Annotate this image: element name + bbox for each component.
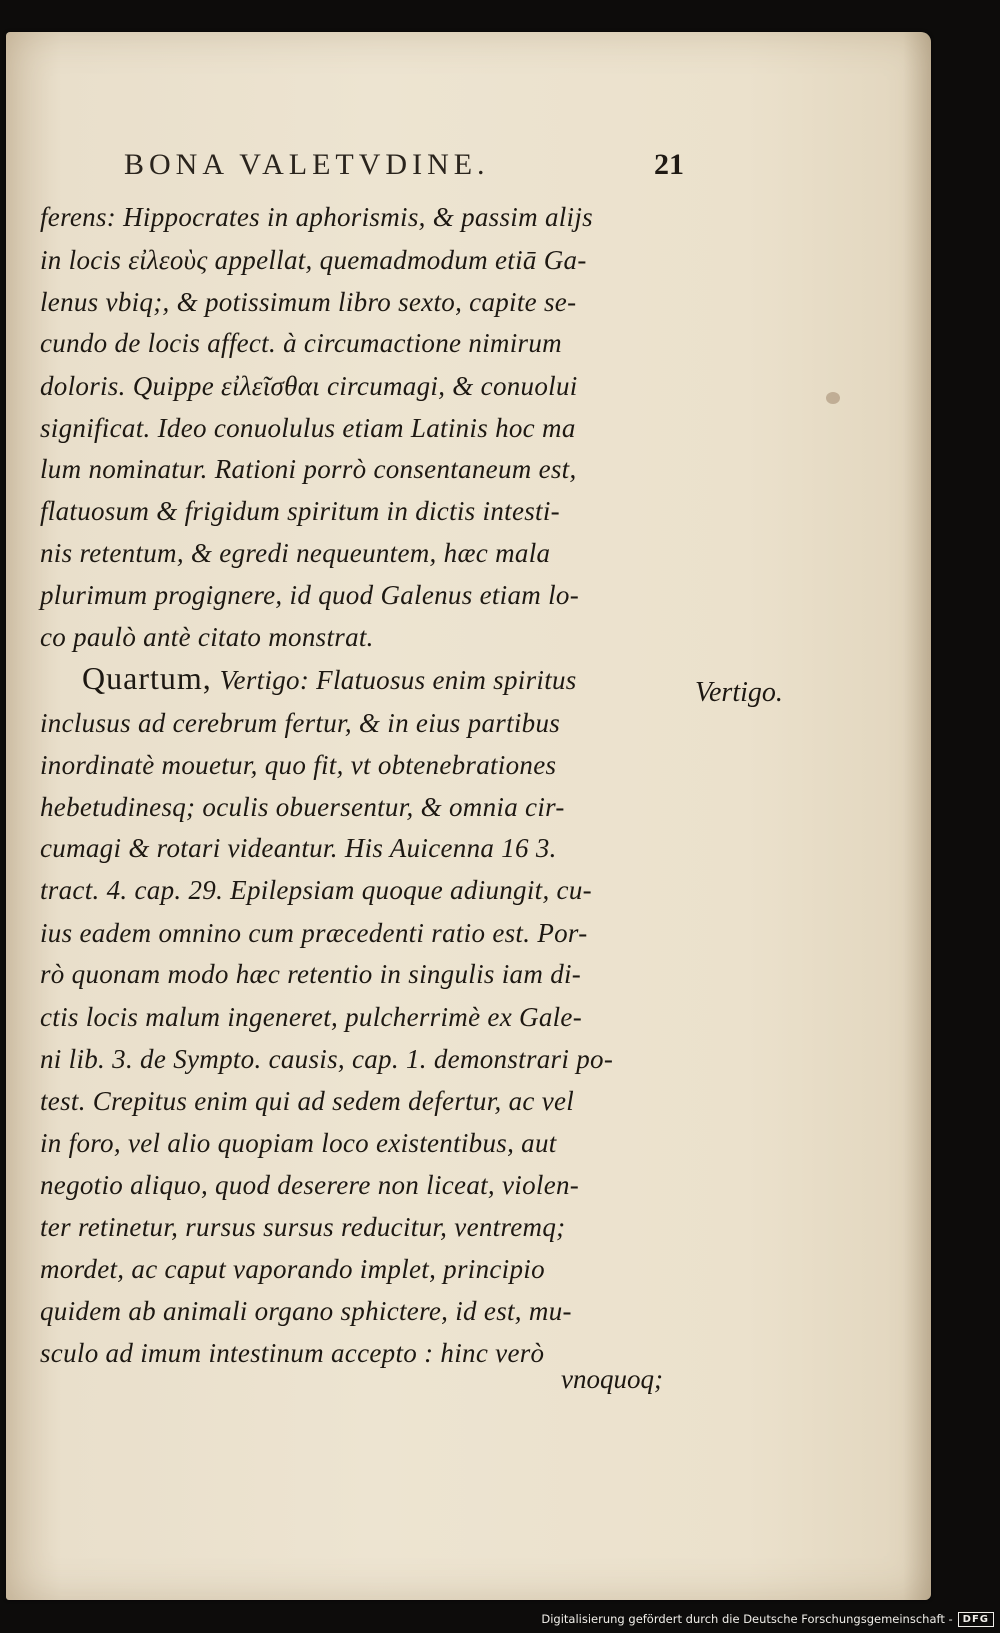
text-line: rò quonam modo hæc retentio in singulis iam di- [40,959,582,989]
text-line: in foro, vel alio quopiam loco existentibus, aut [40,1128,557,1158]
text-line-content: Vertigo: Flatuosus enim spiritus [219,665,577,695]
text-line: mordet, ac caput vaporando implet, principio [40,1254,545,1284]
paper-stain [826,392,840,404]
text-line: quidem ab animali organo sphictere, id est, mu- [40,1296,572,1326]
text-line: test. Crepitus enim qui ad sedem defertur, ac vel [40,1086,575,1116]
running-title: BONA VALETVDINE. [124,148,490,181]
marginal-note: Vertigo. [695,677,783,708]
digitization-credit [541,1609,994,1629]
text-line [82,660,577,697]
text-line: hebetudinesq; oculis obuersentur, & omnia cir- [40,792,565,822]
text-line: sculo ad imum intestinum accepto : hinc verò [40,1338,545,1368]
text-line: inclusus ad cerebrum fertur, & in eius partibus [40,708,561,738]
credit-text: Digitalisierung gefördert durch die Deutsche Forschungsgemeinschaft - [541,1612,953,1626]
book-page [6,32,931,1600]
text-line: nis retentum, & egredi nequeuntem, hæc mala [40,538,551,568]
dfg-logo: DFG [958,1612,994,1627]
text-line: cundo de locis affect. à circumactione nimirum [40,328,562,358]
running-header [124,140,684,190]
text-line: ferens: Hippocrates in aphorismis, & passim alijs [40,202,593,232]
paragraph-lead: Quartum, [82,660,212,696]
text-line: co paulò antè citato monstrat. [40,622,374,652]
text-line: lenus vbiq;, & potissimum libro sexto, capite se- [40,287,577,317]
text-line: inordinatè mouetur, quo fit, vt obtenebrationes [40,750,557,780]
text-line: significat. Ideo conuolulus etiam Latinis hoc ma [40,413,576,443]
text-line: doloris. Quippe εἰλεῖσθαι circumagi, & conuolui [40,371,578,401]
text-line: negotio aliquo, quod deserere non liceat, violen- [40,1170,580,1200]
text-line: tract. 4. cap. 29. Epilepsiam quoque adiungit, cu- [40,875,592,905]
text-line: ter retinetur, rursus sursus reducitur, ventremq; [40,1212,566,1242]
text-line: ctis locis malum ingeneret, pulcherrimè ex Gale- [40,1002,583,1032]
catchword: vnoquoq; [561,1364,663,1394]
text-line: lum nominatur. Rationi porrò consentaneum est, [40,454,577,484]
text-line: ni lib. 3. de Sympto. causis, cap. 1. demonstrari po- [40,1044,614,1074]
page-number: 21 [654,148,684,181]
text-line: plurimum progignere, id quod Galenus etiam lo- [40,580,580,610]
text-line: ius eadem omnino cum præcedenti ratio est. Por- [40,918,588,948]
text-line: in locis εἰλεοὺς appellat, quemadmodum etiā Ga- [40,245,587,275]
text-line: cumagi & rotari videantur. His Auicenna 16 3. [40,833,557,863]
text-line: flatuosum & frigidum spiritum in dictis intesti- [40,496,560,526]
